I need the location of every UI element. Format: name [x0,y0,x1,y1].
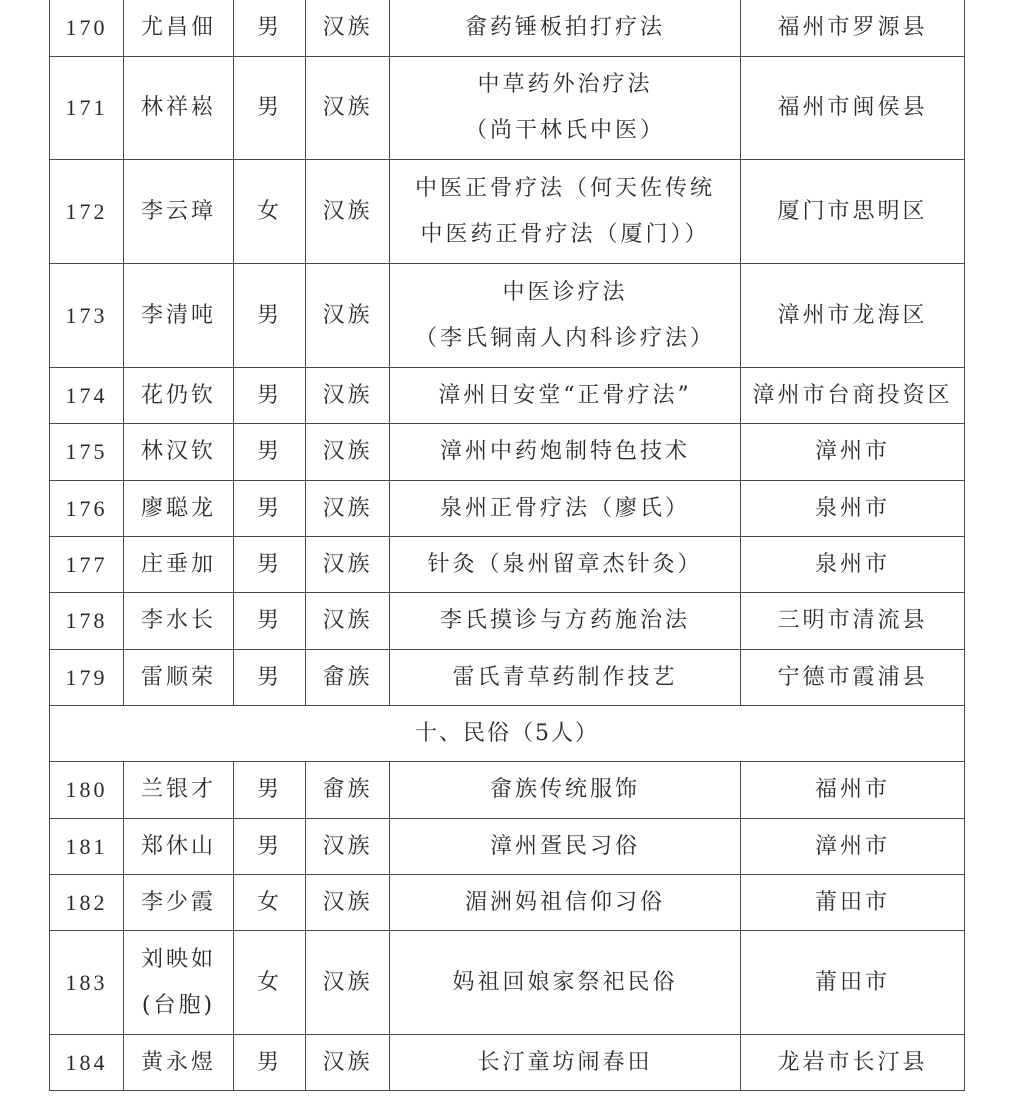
name-line: 兰银才 [140,777,216,802]
table-row [50,424,965,481]
table-row [50,650,965,706]
inheritor-name [124,875,234,931]
gender: 男 [234,762,306,819]
project-name [390,264,741,368]
region: 福州市罗源县 [741,0,965,57]
region: 漳州市 [741,424,965,481]
region: 莆田市 [741,875,965,931]
table-row [50,537,965,593]
project-name [390,368,741,424]
name-line: 李水长 [140,608,216,633]
inheritor-name [124,160,234,264]
name-line: 黄永煜 [140,1049,216,1075]
table-row [50,57,965,160]
row-number: 171 [50,57,124,160]
name-line: 廖聪龙 [140,495,216,521]
project-name [390,537,741,593]
ethnicity: 汉族 [306,819,390,875]
project-line: 针灸（泉州留章杰针灸） [427,551,703,577]
ethnicity: 汉族 [306,875,390,931]
inheritor-name [124,819,234,875]
table-row [50,819,965,875]
project-line: （李氏铜南人内科诊疗法） [414,325,715,351]
project-line: 中医药正骨疗法（厦门）） [420,221,710,247]
gender: 男 [234,57,306,160]
project-line: （尚干林氏中医） [464,118,665,143]
section-title: 十、民俗（5人） [50,706,965,762]
row-number: 174 [50,368,124,424]
name-line: 刘映如 [140,946,216,972]
row-number: 183 [50,931,124,1035]
project-name [390,593,741,650]
project-name [390,424,741,481]
gender: 男 [234,650,306,706]
inheritor-name [124,593,234,650]
gender: 男 [234,424,306,481]
name-line: 林汉钦 [140,439,216,464]
gender: 男 [234,1035,306,1091]
ethnicity: 汉族 [306,537,390,593]
row-number: 175 [50,424,124,481]
gender: 男 [234,819,306,875]
gender: 男 [234,0,306,57]
ethnicity: 汉族 [306,160,390,264]
name-line: 花仍钦 [140,382,216,408]
project-name [390,0,741,57]
ethnicity: 汉族 [306,368,390,424]
region: 厦门市思明区 [741,160,965,264]
region: 龙岩市长汀县 [741,1035,965,1091]
region: 宁德市霞浦县 [741,650,965,706]
name-line: 林祥崧 [140,95,216,120]
name-line: (台胞) [141,992,216,1018]
region: 莆田市 [741,931,965,1035]
project-name [390,160,741,264]
project-line: 泉州正骨疗法（廖氏） [439,495,690,521]
name-line: 郑休山 [140,833,216,859]
table-row [50,160,965,264]
gender: 男 [234,368,306,424]
table-row [50,875,965,931]
inheritor-name [124,931,234,1035]
row-number: 173 [50,264,124,368]
table-row [50,593,965,650]
region: 漳州市台商投资区 [741,368,965,424]
row-number: 181 [50,819,124,875]
project-line: 中草药外治疗法 [477,72,653,97]
heritage-inheritors-table [49,0,965,1091]
region: 漳州市 [741,819,965,875]
inheritor-name [124,57,234,160]
project-line: 畲族传统服饰 [489,777,640,802]
ethnicity: 畲族 [306,762,390,819]
table-row [50,368,965,424]
project-line: 漳州疍民习俗 [489,833,640,859]
gender: 男 [234,593,306,650]
project-line: 妈祖回娘家祭祀民俗 [452,969,678,995]
region: 漳州市龙海区 [741,264,965,368]
inheritor-name [124,264,234,368]
ethnicity: 汉族 [306,0,390,57]
ethnicity: 汉族 [306,593,390,650]
name-line: 雷顺荣 [140,664,216,690]
project-name [390,931,741,1035]
name-line: 尤昌佃 [140,14,216,40]
inheritor-name [124,424,234,481]
inheritor-name [124,650,234,706]
inheritor-name [124,1035,234,1091]
section-header-row [50,706,965,762]
ethnicity: 汉族 [306,481,390,537]
gender: 女 [234,875,306,931]
row-number: 180 [50,762,124,819]
project-line: 漳州日安堂“正骨疗法” [438,382,692,408]
ethnicity: 畲族 [306,650,390,706]
row-number: 178 [50,593,124,650]
gender: 男 [234,537,306,593]
project-name [390,650,741,706]
row-number: 172 [50,160,124,264]
ethnicity: 汉族 [306,424,390,481]
project-line: 漳州中药炮制特色技术 [439,439,690,464]
row-number: 179 [50,650,124,706]
row-number: 182 [50,875,124,931]
project-line: 湄洲妈祖信仰习俗 [464,889,665,915]
name-line: 李清吨 [140,302,216,328]
gender: 女 [234,931,306,1035]
row-number: 184 [50,1035,124,1091]
inheritor-name [124,481,234,537]
inheritor-name [124,537,234,593]
project-line: 中医诊疗法 [502,279,628,305]
project-name [390,819,741,875]
table-row [50,264,965,368]
name-line: 李少霞 [140,889,216,915]
region: 三明市清流县 [741,593,965,650]
region: 泉州市 [741,537,965,593]
project-line: 中医正骨疗法（何天佐传统 [414,175,715,201]
project-name [390,875,741,931]
project-name [390,1035,741,1091]
ethnicity: 汉族 [306,1035,390,1091]
table-row [50,481,965,537]
gender: 男 [234,481,306,537]
project-name [390,481,741,537]
project-line: 雷氏青草药制作技艺 [452,664,678,690]
table-body [50,0,965,1091]
inheritor-name [124,368,234,424]
project-line: 李氏摸诊与方药施治法 [439,608,690,633]
inheritor-name [124,762,234,819]
row-number: 170 [50,0,124,57]
ethnicity: 汉族 [306,264,390,368]
row-number: 176 [50,481,124,537]
table-row [50,931,965,1035]
ethnicity: 汉族 [306,931,390,1035]
table-row [50,1035,965,1091]
ethnicity: 汉族 [306,57,390,160]
region: 福州市 [741,762,965,819]
inheritor-name [124,0,234,57]
project-line: 畲药锤板拍打疗法 [464,14,665,40]
region: 福州市闽侯县 [741,57,965,160]
name-line: 李云璋 [140,198,216,224]
name-line: 庄垂加 [140,551,216,577]
gender: 男 [234,264,306,368]
project-name [390,57,741,160]
project-name [390,762,741,819]
region: 泉州市 [741,481,965,537]
row-number: 177 [50,537,124,593]
table-row [50,762,965,819]
gender: 女 [234,160,306,264]
table-row [50,0,965,57]
project-line: 长汀童坊闹春田 [477,1049,653,1075]
